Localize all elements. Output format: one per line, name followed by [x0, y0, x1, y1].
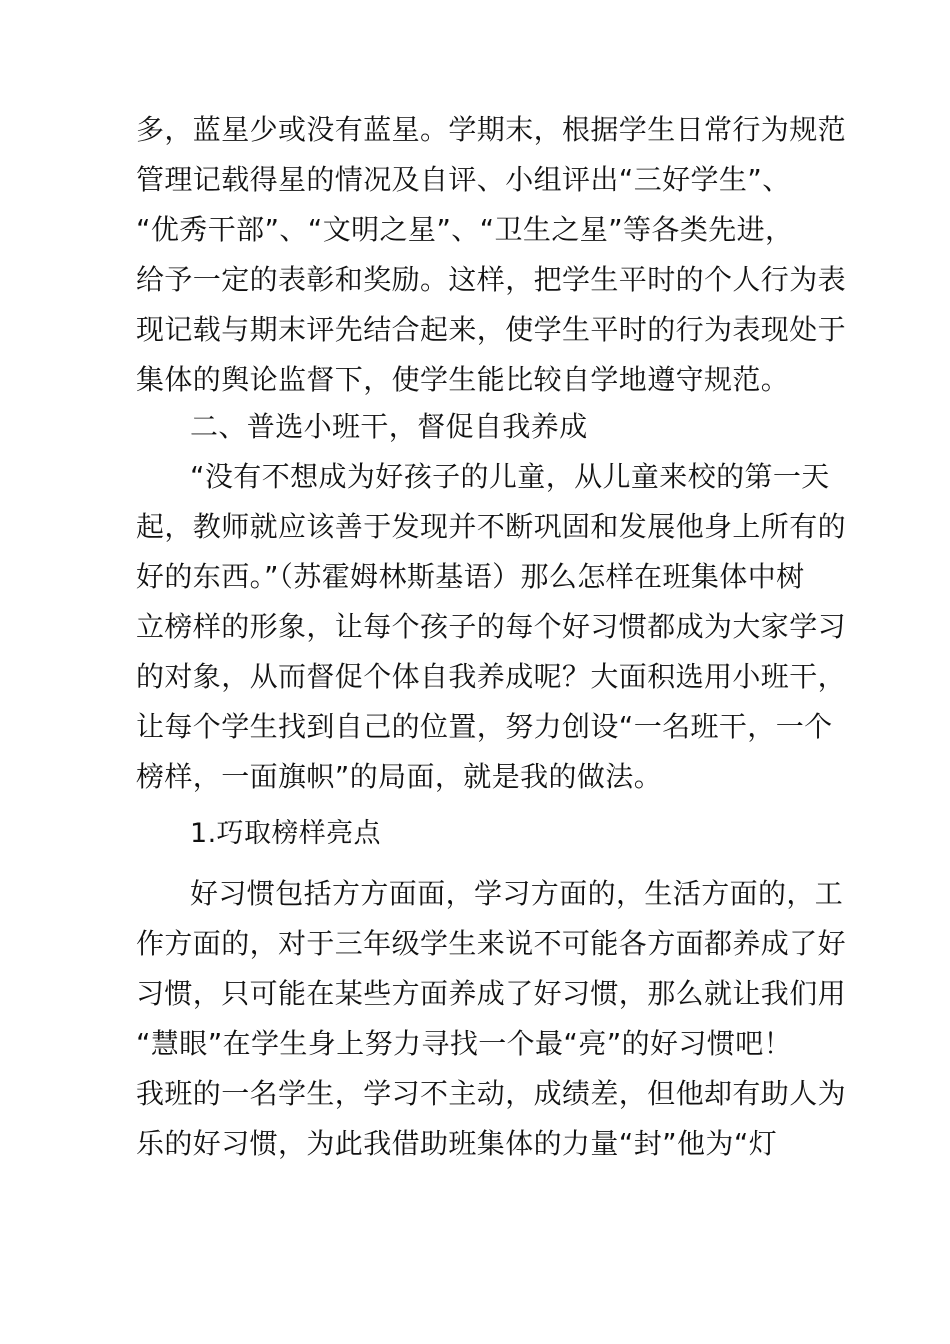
- text-line: 好的东西。”（苏霍姆林斯基语）那么怎样在班集体中树: [136, 560, 805, 593]
- text-line: 现记载与期末评先结合起来，使学生平时的行为表现处于: [136, 313, 847, 346]
- subsection-heading: 1.巧取榜样亮点: [190, 818, 381, 849]
- text-line: “优秀干部”、“文明之星”、“卫生之星”等各类先进，: [136, 213, 794, 246]
- text-line: “没有不想成为好孩子的儿童，从儿童来校的第一天: [190, 460, 830, 493]
- text-line: 起，教师就应该善于发现并不断巩固和发展他身上所有的: [136, 510, 847, 543]
- text-line: “慧眼”在学生身上努力寻找一个最“亮”的好习惯吧！: [136, 1027, 793, 1060]
- text-line: 榜样，一面旗帜”的局面，就是我的做法。: [136, 760, 663, 793]
- text-line: 多，蓝星少或没有蓝星。学期末，根据学生日常行为规范: [136, 113, 847, 146]
- text-line: 集体的舆论监督下，使学生能比较自学地遵守规范。: [136, 363, 790, 396]
- text-line: 立榜样的形象，让每个孩子的每个好习惯都成为大家学习: [136, 610, 847, 643]
- text-line: 我班的一名学生，学习不主动，成绩差，但他却有助人为: [136, 1077, 847, 1110]
- text-line: 乐的好习惯，为此我借助班集体的力量“封”他为“灯: [136, 1127, 778, 1160]
- text-line: 好习惯包括方方面面，学习方面的，生活方面的，工: [190, 877, 844, 910]
- text-line: 让每个学生找到自己的位置，努力创设“一名班干，一个: [136, 710, 833, 743]
- text-line: 给予一定的表彰和奖励。这样，把学生平时的个人行为表: [136, 263, 847, 296]
- text-line: 的对象，从而督促个体自我养成呢？大面积选用小班干，: [136, 660, 847, 693]
- text-line: 管理记载得星的情况及自评、小组评出“三好学生”、: [136, 163, 791, 196]
- text-line: 习惯，只可能在某些方面养成了好习惯，那么就让我们用: [136, 977, 847, 1010]
- section-heading: 二、普选小班干，督促自我养成: [190, 410, 588, 443]
- text-line: 作方面的，对于三年级学生来说不可能各方面都养成了好: [136, 927, 847, 960]
